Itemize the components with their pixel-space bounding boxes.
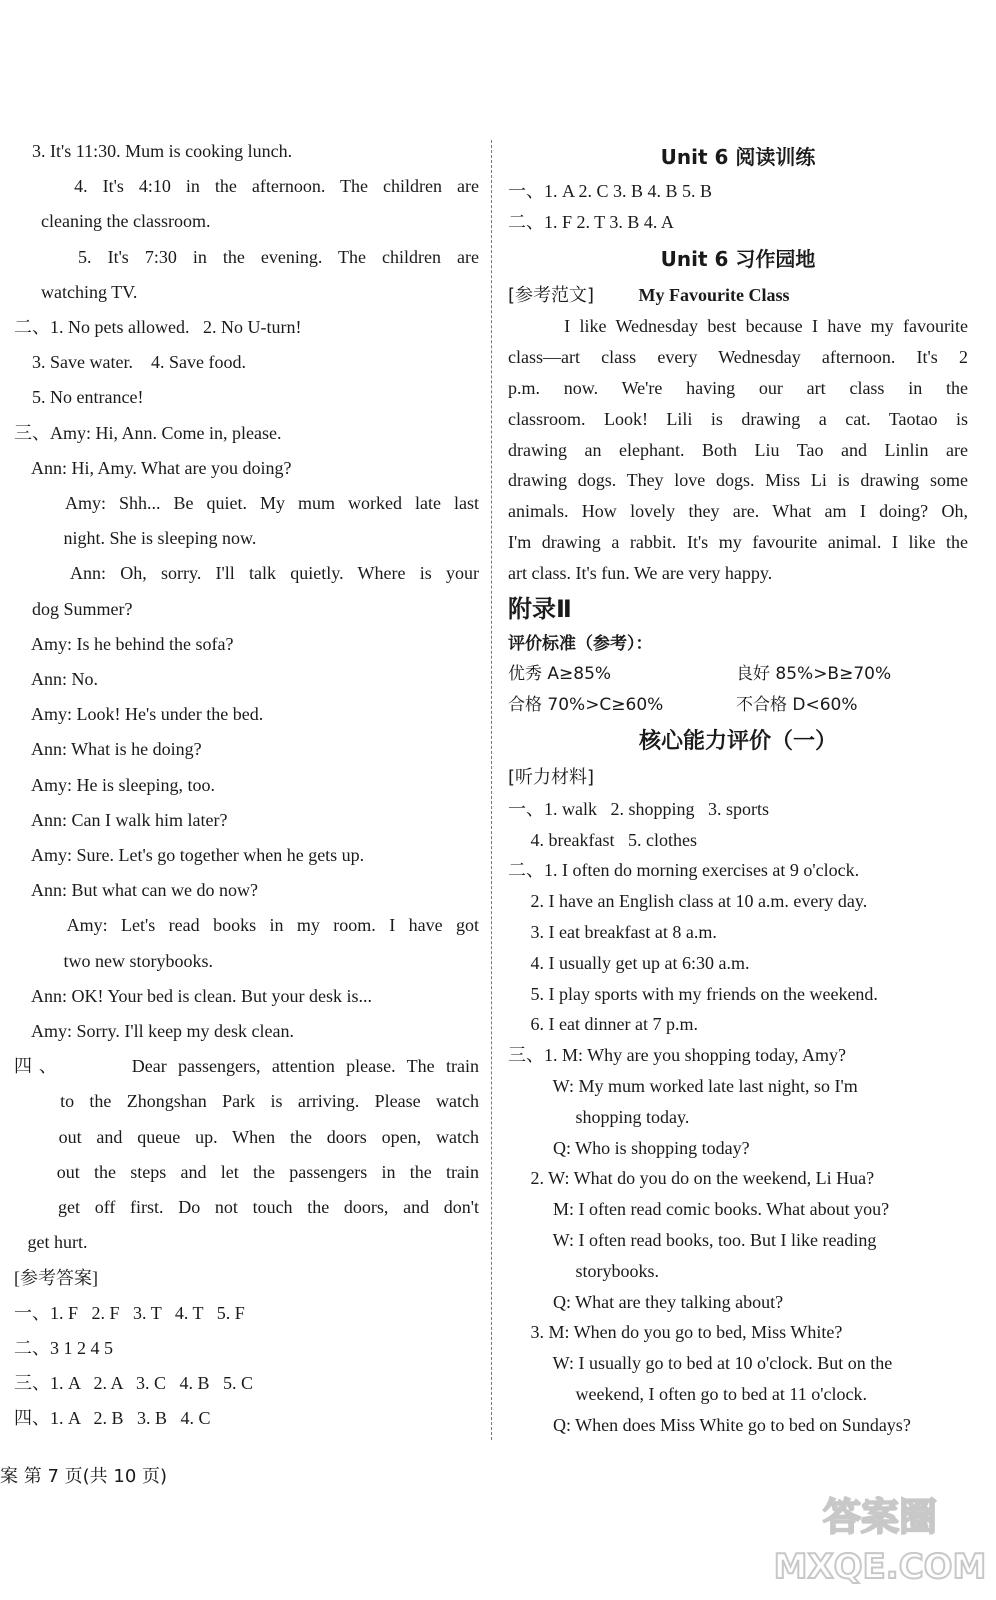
- grade-pass: 合格 70%>C≥60%: [508, 695, 664, 716]
- left-line: two new storybooks.: [14, 950, 213, 971]
- essay-body: [508, 311, 968, 588]
- unit6-writing-heading: Unit 6 习作园地: [660, 246, 816, 271]
- left-line: to the Zhongshan Park is arriving. Please watch: [14, 1091, 479, 1112]
- left-line: get off first. Do not touch the doors, and don't: [14, 1197, 479, 1218]
- page-footer: 案 第 7 页(共 10 页): [0, 1466, 168, 1487]
- left-column: [14, 134, 479, 1437]
- left-line: 4. It's 4:10 in the afternoon. The children are: [14, 176, 479, 197]
- watermark-text-2: MXQE.COM: [773, 1547, 987, 1587]
- reading-answers-2: 二、1. F 2. T 3. B 4. A: [508, 211, 674, 232]
- left-line: Amy: Shh... Be quiet. My mum worked late last: [14, 493, 479, 514]
- left-line: 3. It's 11:30. Mum is cooking lunch.: [14, 141, 293, 161]
- right-column: [508, 138, 968, 1440]
- listening-line: Q: When does Miss White go to bed on Sundays?: [508, 1414, 911, 1435]
- left-line: 二、3 1 2 4 5: [14, 1337, 113, 1358]
- left-line: 三、Amy: Hi, Ann. Come in, please.: [14, 422, 282, 443]
- core-ability-heading: 核心能力评价（一）: [638, 728, 837, 754]
- listening-line: 一、1. walk 2. shopping 3. sports: [508, 798, 769, 819]
- listening-material: [508, 794, 968, 1441]
- sample-tag: [参考范文]: [508, 284, 595, 306]
- left-line: Ann: No.: [14, 669, 99, 690]
- left-line: 四、1. A 2. B 3. B 4. C: [14, 1408, 211, 1429]
- left-line: Ann: Oh, sorry. I'll talk quietly. Where is your: [14, 563, 479, 584]
- essay-line: art class. It's fun. We are very happy.: [508, 562, 773, 583]
- left-line: watching TV.: [14, 281, 138, 302]
- left-line: get hurt.: [14, 1232, 88, 1253]
- listening-line: Q: Who is shopping today?: [508, 1137, 750, 1158]
- left-line: [参考答案]: [14, 1267, 98, 1288]
- left-line: 三、1. A 2. A 3. C 4. B 5. C: [14, 1373, 254, 1394]
- listening-line: M: I often read comic books. What about you?: [508, 1199, 890, 1220]
- listening-line: W: My mum worked late last night, so I'm: [508, 1075, 858, 1096]
- listening-line: W: I usually go to bed at 10 o'clock. But on the: [508, 1353, 893, 1374]
- listening-line: 二、1. I often do morning exercises at 9 o'clock.: [508, 860, 860, 881]
- listening-line: 三、1. M: Why are you shopping today, Amy?: [508, 1045, 846, 1066]
- listening-line: 4. I usually get up at 6:30 a.m.: [508, 952, 750, 973]
- listening-line: 4. breakfast 5. clothes: [508, 829, 697, 850]
- essay-line: drawing dogs. They love dogs. Miss Li is drawing some: [508, 470, 968, 491]
- watermark-logo: [773, 1478, 987, 1593]
- criteria-title: 评价标准（参考）：: [508, 633, 653, 654]
- left-line: Amy: Sure. Let's go together when he gets up.: [14, 845, 365, 866]
- grade-row-1: [508, 659, 968, 690]
- listening-line: 2. I have an English class at 10 a.m. every day.: [508, 891, 868, 912]
- listening-line: shopping today.: [508, 1106, 690, 1127]
- column-divider: [491, 140, 492, 1440]
- left-line: Ann: OK! Your bed is clean. But your desk is...: [14, 985, 372, 1006]
- left-line: Ann: Hi, Amy. What are you doing?: [14, 457, 292, 478]
- listening-line: W: I often read books, too. But I like reading: [508, 1229, 877, 1250]
- left-line: Amy: Sorry. I'll keep my desk clean.: [14, 1021, 295, 1042]
- left-line: cleaning the classroom.: [14, 211, 211, 232]
- reading-answers-1: 一、1. A 2. C 3. B 4. B 5. B: [508, 181, 713, 201]
- essay-line: I like Wednesday best because I have my favourite: [508, 316, 968, 337]
- essay-title: My Favourite Class: [638, 284, 790, 305]
- left-line: Ann: What is he doing?: [14, 739, 202, 760]
- essay-title-line: [508, 280, 968, 312]
- listening-line: 3. M: When do you go to bed, Miss White?: [508, 1322, 843, 1343]
- left-line: 四、 Dear passengers, attention please. The train: [14, 1056, 479, 1077]
- essay-line: p.m. now. We're having our art class in the: [508, 377, 968, 398]
- grade-excellent: 优秀 A≥85%: [508, 664, 612, 685]
- left-line: 一、1. F 2. F 3. T 4. T 5. F: [14, 1302, 245, 1323]
- left-line: 5. It's 7:30 in the evening. The children are: [14, 246, 479, 267]
- left-line: dog Summer?: [14, 598, 133, 619]
- essay-line: animals. How lovely they are. What am I doing? Oh,: [508, 501, 968, 522]
- listening-line: 3. I eat breakfast at 8 a.m.: [508, 921, 717, 942]
- left-line: Amy: Is he behind the sofa?: [14, 633, 234, 654]
- left-line: Amy: Let's read books in my room. I have got: [14, 915, 479, 936]
- watermark-text-1: 答案圈: [822, 1495, 938, 1539]
- listening-line: weekend, I often go to bed at 11 o'clock.: [508, 1383, 867, 1404]
- left-line: Ann: Can I walk him later?: [14, 809, 228, 830]
- left-line: 3. Save water. 4. Save food.: [14, 352, 246, 373]
- left-line: out the steps and let the passengers in the train: [14, 1161, 479, 1182]
- left-line: Amy: Look! He's under the bed.: [14, 704, 264, 725]
- grade-fail: 不合格 D<60%: [736, 695, 858, 716]
- left-line: 二、1. No pets allowed. 2. No U-turn!: [14, 317, 302, 338]
- listening-tag: [听力材料]: [508, 766, 595, 788]
- left-line: night. She is sleeping now.: [14, 528, 257, 549]
- left-line: Amy: He is sleeping, too.: [14, 774, 215, 795]
- listening-line: 6. I eat dinner at 7 p.m.: [508, 1014, 698, 1035]
- listening-line: Q: What are they talking about?: [508, 1291, 784, 1312]
- essay-line: drawing an elephant. Both Liu Tao and Linlin are: [508, 439, 968, 460]
- left-line: out and queue up. When the doors open, watch: [14, 1126, 479, 1147]
- left-line: 5. No entrance!: [14, 387, 144, 408]
- essay-line: I'm drawing a rabbit. It's my favourite animal. I like the: [508, 531, 968, 552]
- grade-row-2: [508, 690, 968, 721]
- grade-good: 良好 85%>B≥70%: [736, 664, 892, 685]
- essay-line: class—art class every Wednesday afternoon. It's 2: [508, 347, 968, 368]
- appendix-heading: 附录Ⅱ: [508, 594, 572, 623]
- listening-line: 2. W: What do you do on the weekend, Li Hua?: [508, 1168, 875, 1189]
- listening-line: 5. I play sports with my friends on the weekend.: [508, 983, 878, 1004]
- listening-line: storybooks.: [508, 1260, 660, 1281]
- left-line: Ann: But what can we do now?: [14, 880, 258, 901]
- essay-line: classroom. Look! Lili is drawing a cat. Taotao is: [508, 408, 968, 429]
- unit6-reading-heading: Unit 6 阅读训练: [660, 145, 816, 169]
